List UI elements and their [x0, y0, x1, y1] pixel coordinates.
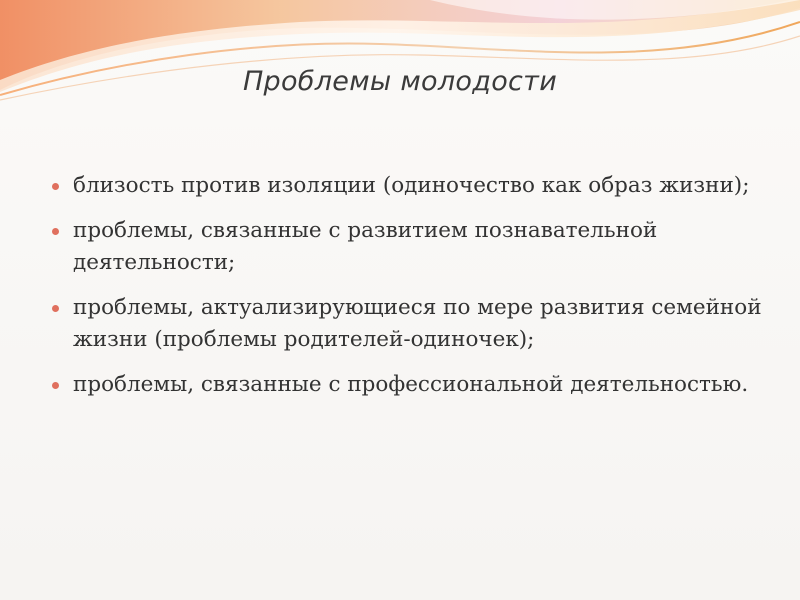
bullet-icon	[52, 183, 59, 190]
list-item	[48, 292, 768, 356]
bullet-text: проблемы, связанные с профессиональной деятельностью.	[73, 372, 749, 397]
slide-title: Проблемы молодости	[242, 66, 558, 97]
bullet-icon	[52, 382, 59, 389]
decorative-wave-header	[0, 0, 800, 120]
list-item	[48, 215, 768, 279]
list-item	[48, 369, 768, 401]
bullet-icon	[52, 228, 59, 235]
bullet-text: проблемы, связанные с развитием познавательной деятельности;	[73, 218, 658, 275]
bullet-icon	[52, 305, 59, 312]
bullet-list	[48, 170, 768, 414]
bullet-text: проблемы, актуализирующиеся по мере развития семейной жизни (проблемы родителей-одиночек);	[73, 295, 762, 352]
list-item	[48, 170, 768, 202]
bullet-text: близость против изоляции (одиночество как образ жизни);	[73, 173, 750, 198]
